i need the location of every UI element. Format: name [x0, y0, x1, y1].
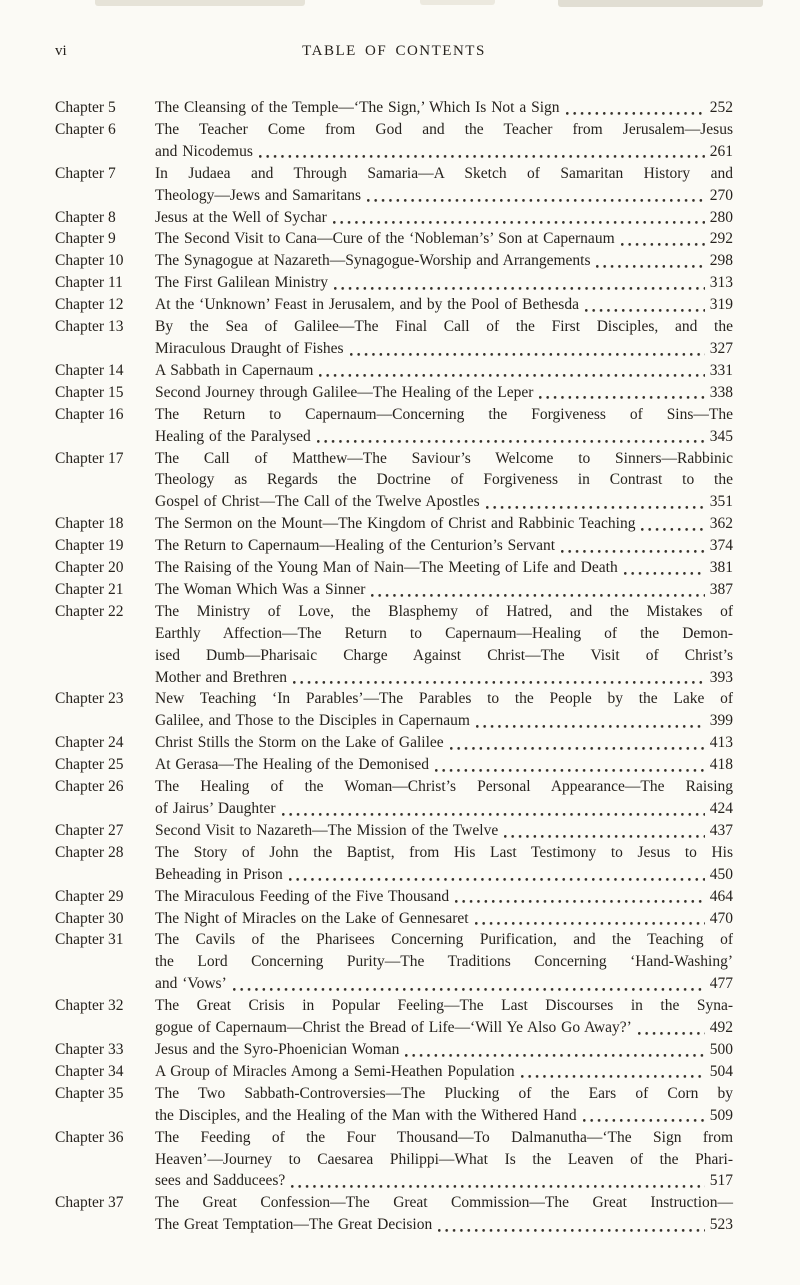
dot-leader: [291, 1170, 704, 1192]
toc-list: [55, 97, 733, 1236]
dot-leader: [371, 579, 704, 601]
entry-title-line: [155, 1061, 733, 1083]
dot-leader: [475, 908, 705, 930]
entry-body: [155, 886, 733, 908]
page-number: 327: [709, 339, 733, 357]
page-number: 413: [709, 734, 733, 752]
entry-title-text: The Great Temptation—The Great Decision: [155, 1216, 433, 1234]
entry-title-text: Galilee, and Those to the Disciples in Capernaum: [155, 712, 470, 730]
chapter-label: Chapter 34: [55, 1062, 124, 1080]
entry-body: [155, 929, 733, 995]
dot-leader: [334, 272, 705, 294]
page-number: 424: [709, 800, 733, 817]
entry-body: [155, 513, 733, 535]
chapter-label: Chapter 24: [55, 734, 124, 752]
toc-entry: [55, 1039, 733, 1061]
entry-body: [155, 294, 733, 316]
chapter-label: Chapter 27: [55, 821, 124, 839]
toc-entry: [55, 688, 733, 732]
page-number: 477: [709, 975, 733, 993]
chapter-label: Chapter 32: [55, 997, 124, 1015]
page-number: 351: [709, 493, 733, 511]
toc-entry: [55, 360, 733, 382]
entry-title-line: [155, 579, 733, 601]
entry-title-line: [155, 491, 733, 513]
page-number: 280: [709, 208, 733, 226]
entry-body: [155, 250, 733, 272]
chapter-label: Chapter 8: [55, 208, 116, 226]
toc-entry: [55, 207, 733, 229]
toc-entry: [55, 250, 733, 272]
entry-title-text: The Synagogue at Nazareth—Synagogue-Worship and Arrangements: [155, 252, 591, 270]
chapter-label: Chapter 10: [55, 252, 124, 270]
page-number: 362: [709, 515, 733, 533]
entry-title-line: [155, 338, 733, 360]
toc-entry: [55, 119, 733, 163]
entry-title-text: Jesus at the Well of Sychar: [155, 208, 327, 226]
entry-title-line: [155, 97, 733, 119]
page-number: 509: [709, 1106, 733, 1124]
entry-title-line: The Return to Capernaum—Concerning the Forgiveness of Sins—The: [155, 405, 733, 423]
page-number: 517: [709, 1172, 733, 1190]
entry-title-line: the Lord Concerning Purity—The Traditions Concerning ‘Hand-Washing’: [155, 953, 733, 971]
toc-entry: [55, 294, 733, 316]
page-header: [55, 43, 733, 63]
entry-title-line: [155, 667, 733, 689]
entry-title-line: [155, 1170, 733, 1192]
entry-title-text: The Raising of the Young Man of Nain—The Meeting of Life and Death: [155, 559, 618, 577]
entry-body: [155, 1061, 733, 1083]
chapter-label: Chapter 13: [55, 318, 124, 336]
toc-entry: [55, 535, 733, 557]
dot-leader: [621, 228, 705, 250]
chapter-label: Chapter 11: [55, 274, 123, 292]
chapter-label: Chapter 22: [55, 602, 124, 620]
chapter-label: Chapter 20: [55, 559, 124, 577]
entry-title-line: [155, 250, 733, 272]
chapter-label: Chapter 31: [55, 931, 124, 949]
chapter-label: Chapter 26: [55, 778, 124, 796]
dot-leader: [319, 360, 704, 382]
chapter-label: Chapter 37: [55, 1194, 124, 1212]
entry-title-text: A Sabbath in Capernaum: [155, 361, 314, 379]
entry-title-line: [155, 294, 733, 316]
chapter-label: Chapter 12: [55, 296, 124, 314]
entry-title-line: [155, 798, 733, 820]
page-number: 470: [709, 909, 733, 927]
entry-title-line: [155, 360, 733, 382]
dot-leader: [596, 250, 704, 272]
toc-entry: [55, 448, 733, 514]
entry-title-text: sees and Sadducees?: [155, 1172, 286, 1190]
entry-title-line: [155, 820, 733, 842]
dot-leader: [455, 886, 705, 908]
entry-body: [155, 535, 733, 557]
entry-title-text: The First Galilean Ministry: [155, 274, 329, 292]
entry-title-line: The Healing of the Woman—Christ’s Personal Appearance—The Raising: [155, 778, 733, 796]
toc-entry: [55, 228, 733, 250]
entry-title-line: The Cavils of the Pharisees Concerning Purification, and the Teaching of: [155, 931, 733, 949]
page-title: TABLE OF CONTENTS: [302, 43, 486, 59]
entry-title-text: A Group of Miracles Among a Semi-Heathen Population: [155, 1062, 515, 1080]
dot-leader: [282, 798, 705, 820]
entry-title-line: The Great Confession—The Great Commission—The Great Instruction—: [155, 1194, 733, 1212]
page-number: 261: [709, 142, 733, 160]
entry-title-line: [155, 141, 733, 163]
entry-title-line: [155, 557, 733, 579]
page-number: 500: [709, 1040, 733, 1058]
scan-artifact: [558, 0, 763, 7]
dot-leader: [561, 535, 705, 557]
entry-title-line: [155, 754, 733, 776]
entry-body: [155, 97, 733, 119]
page-number: 338: [709, 383, 733, 401]
page-number: 252: [709, 99, 733, 116]
entry-body: [155, 754, 733, 776]
entry-title-text: Mother and Brethren: [155, 668, 287, 686]
entry-title-text: Second Journey through Galilee—The Healing of the Leper: [155, 383, 534, 401]
entry-title-line: [155, 513, 733, 535]
page-number: 374: [709, 537, 733, 555]
entry-title-line: [155, 185, 733, 207]
entry-body: [155, 228, 733, 250]
page-number: 387: [709, 580, 733, 598]
dot-leader: [585, 294, 705, 316]
page-number: 292: [709, 230, 733, 248]
entry-title-line: [155, 535, 733, 557]
entry-title-line: [155, 1039, 733, 1061]
chapter-label: Chapter 15: [55, 383, 124, 401]
dot-leader: [367, 185, 705, 207]
entry-title-line: [155, 382, 733, 404]
entry-body: [155, 272, 733, 294]
entry-body: [155, 579, 733, 601]
toc-entry: [55, 1083, 733, 1127]
entry-title-line: The Call of Matthew—The Saviour’s Welcome to Sinners—Rabbinic: [155, 449, 733, 467]
toc-entry: [55, 776, 733, 820]
entry-title-text: gogue of Capernaum—Christ the Bread of Life—‘Will Ye Also Go Away?’: [155, 1019, 632, 1037]
scan-artifact: [420, 0, 495, 5]
toc-entry: [55, 404, 733, 448]
dot-leader: [438, 1214, 705, 1236]
entry-title-text: The Sermon on the Mount—The Kingdom of Christ and Rabbinic Teaching: [155, 515, 636, 533]
scan-artifact: [95, 0, 305, 6]
entry-title-text: the Disciples, and the Healing of the Man with the Withered Hand: [155, 1106, 577, 1124]
entry-body: [155, 316, 733, 360]
dot-leader: [486, 491, 705, 513]
entry-title-line: [155, 908, 733, 930]
chapter-label: Chapter 25: [55, 756, 124, 774]
toc-entry: [55, 97, 733, 119]
entry-title-line: ised Dumb—Pharisaic Charge Against Christ—The Visit of Christ’s: [155, 646, 733, 664]
chapter-label: Chapter 14: [55, 361, 124, 379]
entry-body: [155, 776, 733, 820]
entry-title-text: Healing of the Paralysed: [155, 427, 311, 445]
dot-leader: [233, 973, 705, 995]
dot-leader: [293, 667, 705, 689]
page-number: 298: [709, 252, 733, 270]
page-number: 418: [709, 756, 733, 774]
dot-leader: [638, 1017, 705, 1039]
entry-body: [155, 360, 733, 382]
chapter-label: Chapter 6: [55, 120, 116, 138]
entry-title-text: The Woman Which Was a Sinner: [155, 580, 366, 598]
entry-title-line: [155, 207, 733, 229]
entry-title-line: [155, 1105, 733, 1127]
chapter-label: Chapter 29: [55, 887, 124, 905]
page-number: 523: [709, 1216, 733, 1234]
entry-title-text: The Second Visit to Cana—Cure of the ‘Nobleman’s’ Son at Capernaum: [155, 230, 615, 248]
page-number: 399: [709, 712, 733, 730]
toc-entry: [55, 995, 733, 1039]
entry-title-text: Christ Stills the Storm on the Lake of Galilee: [155, 734, 444, 752]
entry-body: [155, 842, 733, 886]
entry-title-line: Heaven’—Journey to Caesarea Philippi—What Is the Leaven of the Phari-: [155, 1150, 733, 1168]
page-number: 464: [709, 887, 733, 905]
entry-body: [155, 732, 733, 754]
toc-entry: [55, 316, 733, 360]
chapter-label: Chapter 7: [55, 164, 116, 182]
dot-leader: [583, 1105, 705, 1127]
toc-entry: [55, 929, 733, 995]
entry-title-text: The Night of Miracles on the Lake of Gennesaret: [155, 909, 469, 927]
entry-title-text: Second Visit to Nazareth—The Mission of the Twelve: [155, 821, 499, 839]
entry-title-line: New Teaching ‘In Parables’—The Parables to the People by the Lake of: [155, 690, 733, 708]
toc-entry: [55, 601, 733, 689]
chapter-label: Chapter 30: [55, 909, 124, 927]
dot-leader: [504, 820, 705, 842]
page-number: 345: [709, 427, 733, 445]
entry-title-line: [155, 272, 733, 294]
page-number: 331: [709, 361, 733, 379]
entry-body: [155, 820, 733, 842]
dot-leader: [405, 1039, 704, 1061]
chapter-label: Chapter 18: [55, 515, 124, 533]
entry-title-text: and Nicodemus: [155, 142, 253, 160]
toc-entry: [55, 886, 733, 908]
entry-title-line: The Two Sabbath-Controversies—The Plucking of the Ears of Corn by: [155, 1084, 733, 1102]
entry-title-line: The Teacher Come from God and the Teacher from Jerusalem—Jesus: [155, 120, 733, 138]
entry-title-line: In Judaea and Through Samaria—A Sketch of Samaritan History and: [155, 164, 733, 182]
entry-title-line: Theology as Regards the Doctrine of Forgiveness in Contrast to the: [155, 471, 733, 489]
entry-title-text: Jesus and the Syro-Phoenician Woman: [155, 1040, 400, 1058]
page-number: 437: [709, 821, 733, 839]
entry-body: [155, 1192, 733, 1236]
entry-title-line: [155, 426, 733, 448]
entry-body: [155, 1127, 733, 1193]
page-number: 313: [709, 274, 733, 292]
entry-title-text: The Cleansing of the Temple—‘The Sign,’ Which Is Not a Sign: [155, 99, 560, 116]
dot-leader: [435, 754, 705, 776]
page-number: 393: [709, 668, 733, 686]
toc-entry: [55, 557, 733, 579]
chapter-label: Chapter 5: [55, 99, 116, 116]
entry-body: [155, 119, 733, 163]
entry-title-line: [155, 1017, 733, 1039]
page-number: 450: [709, 865, 733, 883]
folio-page-number: vi: [55, 43, 67, 59]
entry-title-text: Theology—Jews and Samaritans: [155, 186, 362, 204]
entry-title-text: Miraculous Draught of Fishes: [155, 339, 344, 357]
dot-leader: [521, 1061, 705, 1083]
page-number: 381: [709, 559, 733, 577]
entry-title-line: [155, 1214, 733, 1236]
chapter-label: Chapter 9: [55, 230, 116, 248]
toc-entry: [55, 382, 733, 404]
toc-entry: [55, 732, 733, 754]
dot-leader: [566, 97, 705, 119]
dot-leader: [450, 732, 705, 754]
entry-title-line: [155, 228, 733, 250]
entry-title-line: The Story of John the Baptist, from His Last Testimony to Jesus to His: [155, 843, 733, 861]
entry-title-line: Earthly Affection—The Return to Capernaum—Healing of the Demon-: [155, 624, 733, 642]
entry-body: [155, 163, 733, 207]
toc-entry: [55, 1127, 733, 1193]
toc-entry: [55, 513, 733, 535]
chapter-label: Chapter 21: [55, 580, 124, 598]
entry-title-text: of Jairus’ Daughter: [155, 800, 276, 817]
entry-title-text: Beheading in Prison: [155, 865, 283, 883]
dot-leader: [539, 382, 704, 404]
entry-title-line: By the Sea of Galilee—The Final Call of the First Disciples, and the: [155, 318, 733, 336]
entry-title-line: The Great Crisis in Popular Feeling—The Last Discourses in the Syna-: [155, 997, 733, 1015]
entry-title-text: At the ‘Unknown’ Feast in Jerusalem, and by the Pool of Bethesda: [155, 296, 579, 314]
entry-title-line: [155, 732, 733, 754]
entry-title-text: The Return to Capernaum—Healing of the Centurion’s Servant: [155, 537, 556, 555]
entry-title-line: [155, 864, 733, 886]
chapter-label: Chapter 28: [55, 843, 124, 861]
dot-leader: [350, 338, 705, 360]
dot-leader: [624, 557, 705, 579]
dot-leader: [317, 426, 705, 448]
toc-entry: [55, 754, 733, 776]
entry-title-line: [155, 886, 733, 908]
toc-entry: [55, 842, 733, 886]
entry-body: [155, 1083, 733, 1127]
entry-title-line: [155, 973, 733, 995]
entry-title-text: and ‘Vows’: [155, 975, 227, 993]
toc-entry: [55, 579, 733, 601]
chapter-label: Chapter 35: [55, 1084, 124, 1102]
entry-body: [155, 688, 733, 732]
toc-entry: [55, 820, 733, 842]
page-number: 270: [709, 186, 733, 204]
entry-body: [155, 557, 733, 579]
entry-body: [155, 601, 733, 689]
entry-title-text: The Miraculous Feeding of the Five Thousand: [155, 887, 450, 905]
dot-leader: [641, 513, 704, 535]
dot-leader: [476, 710, 705, 732]
page-number: 504: [709, 1062, 733, 1080]
entry-title-line: The Ministry of Love, the Blasphemy of Hatred, and the Mistakes of: [155, 602, 733, 620]
toc-entry: [55, 163, 733, 207]
toc-entry: [55, 1192, 733, 1236]
entry-title-text: At Gerasa—The Healing of the Demonised: [155, 756, 430, 774]
toc-entry: [55, 1061, 733, 1083]
chapter-label: Chapter 16: [55, 405, 124, 423]
chapter-label: Chapter 36: [55, 1128, 124, 1146]
entry-body: [155, 404, 733, 448]
chapter-label: Chapter 19: [55, 537, 124, 555]
page-number: 319: [709, 296, 733, 314]
entry-title-line: [155, 710, 733, 732]
toc-entry: [55, 272, 733, 294]
entry-title-line: The Feeding of the Four Thousand—To Dalmanutha—‘The Sign from: [155, 1128, 733, 1146]
chapter-label: Chapter 33: [55, 1040, 124, 1058]
entry-body: [155, 995, 733, 1039]
toc-entry: [55, 908, 733, 930]
dot-leader: [333, 207, 705, 229]
entry-body: [155, 1039, 733, 1061]
entry-title-text: Gospel of Christ—The Call of the Twelve Apostles: [155, 493, 480, 511]
entry-body: [155, 448, 733, 514]
entry-body: [155, 207, 733, 229]
page-number: 492: [709, 1019, 733, 1037]
entry-body: [155, 908, 733, 930]
dot-leader: [259, 141, 705, 163]
dot-leader: [289, 864, 705, 886]
chapter-label: Chapter 17: [55, 449, 124, 467]
entry-body: [155, 382, 733, 404]
chapter-label: Chapter 23: [55, 690, 124, 708]
